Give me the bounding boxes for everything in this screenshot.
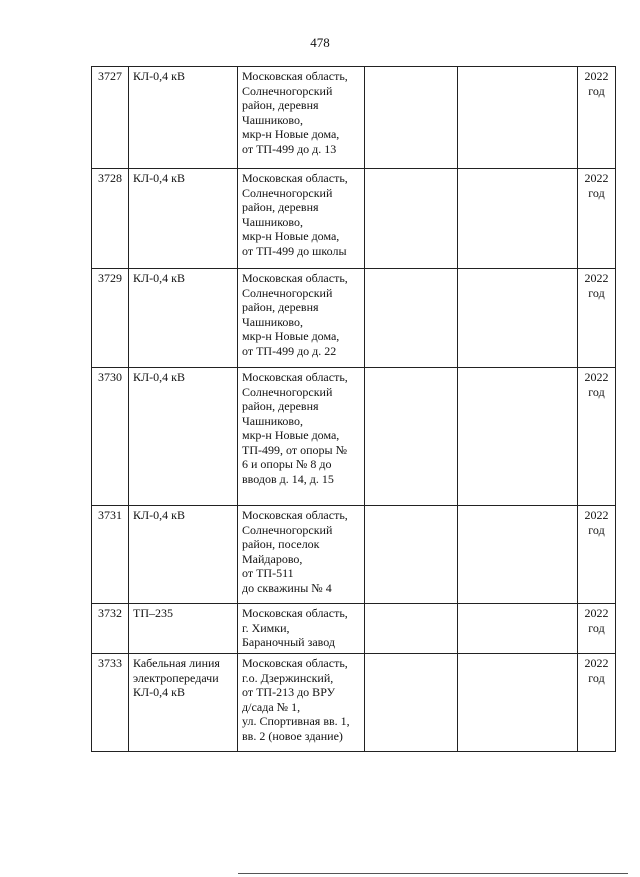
object-name: КЛ-0,4 кВ	[129, 67, 238, 169]
empty-cell	[458, 169, 578, 269]
object-name: КЛ-0,4 кВ	[129, 169, 238, 269]
empty-cell	[365, 654, 458, 752]
object-address: Московская область, Солнечногорский район, деревня Чашниково, мкр-н Новые дома, от ТП-499 до д. 13	[238, 67, 365, 169]
object-address: Московская область, г. Химки, Бараночный завод	[238, 604, 365, 654]
table-row	[92, 506, 616, 604]
empty-cell	[458, 368, 578, 506]
empty-cell	[458, 604, 578, 654]
object-address: Московская область, Солнечногорский район, деревня Чашниково, мкр-н Новые дома, от ТП-499 до школы	[238, 169, 365, 269]
year-cell: 2022 год	[578, 506, 616, 604]
table-row	[92, 368, 616, 506]
object-address: Московская область, Солнечногорский район, поселок Майдарово, от ТП-511 до скважины № 4	[238, 506, 365, 604]
table-row	[92, 67, 616, 169]
empty-cell	[458, 269, 578, 368]
object-name: Кабельная линия электропередачи КЛ-0,4 кВ	[129, 654, 238, 752]
empty-cell	[365, 169, 458, 269]
year-cell: 2022 год	[578, 169, 616, 269]
empty-cell	[365, 604, 458, 654]
table-row	[92, 654, 616, 752]
table-row	[92, 604, 616, 654]
year-cell: 2022 год	[578, 368, 616, 506]
year-cell: 2022 год	[578, 269, 616, 368]
year-cell: 2022 год	[578, 67, 616, 169]
row-number: 3729	[92, 269, 129, 368]
empty-cell	[458, 506, 578, 604]
object-name: КЛ-0,4 кВ	[129, 368, 238, 506]
row-number: 3727	[92, 67, 129, 169]
registry-table	[91, 66, 616, 752]
empty-cell	[365, 269, 458, 368]
bottom-rule	[238, 873, 628, 874]
row-number: 3731	[92, 506, 129, 604]
row-number: 3730	[92, 368, 129, 506]
empty-cell	[365, 368, 458, 506]
row-number: 3728	[92, 169, 129, 269]
object-address: Московская область, Солнечногорский район, деревня Чашниково, мкр-н Новые дома, ТП-499, от опоры № 6 и опоры № 8 до вводов д. 14, д. 15	[238, 368, 365, 506]
table-body	[92, 67, 616, 752]
table-row	[92, 269, 616, 368]
row-number: 3732	[92, 604, 129, 654]
empty-cell	[458, 67, 578, 169]
empty-cell	[365, 67, 458, 169]
empty-cell	[458, 654, 578, 752]
page-number: 478	[310, 35, 330, 50]
object-address: Московская область, г.о. Дзержинский, от ТП-213 до ВРУ д/сада № 1, ул. Спортивная вв. 1, вв. 2 (новое здание)	[238, 654, 365, 752]
year-cell: 2022 год	[578, 654, 616, 752]
year-cell: 2022 год	[578, 604, 616, 654]
empty-cell	[365, 506, 458, 604]
object-address: Московская область, Солнечногорский район, деревня Чашниково, мкр-н Новые дома, от ТП-499 до д. 22	[238, 269, 365, 368]
object-name: КЛ-0,4 кВ	[129, 506, 238, 604]
row-number: 3733	[92, 654, 129, 752]
object-name: КЛ-0,4 кВ	[129, 269, 238, 368]
table-row	[92, 169, 616, 269]
object-name: ТП–235	[129, 604, 238, 654]
